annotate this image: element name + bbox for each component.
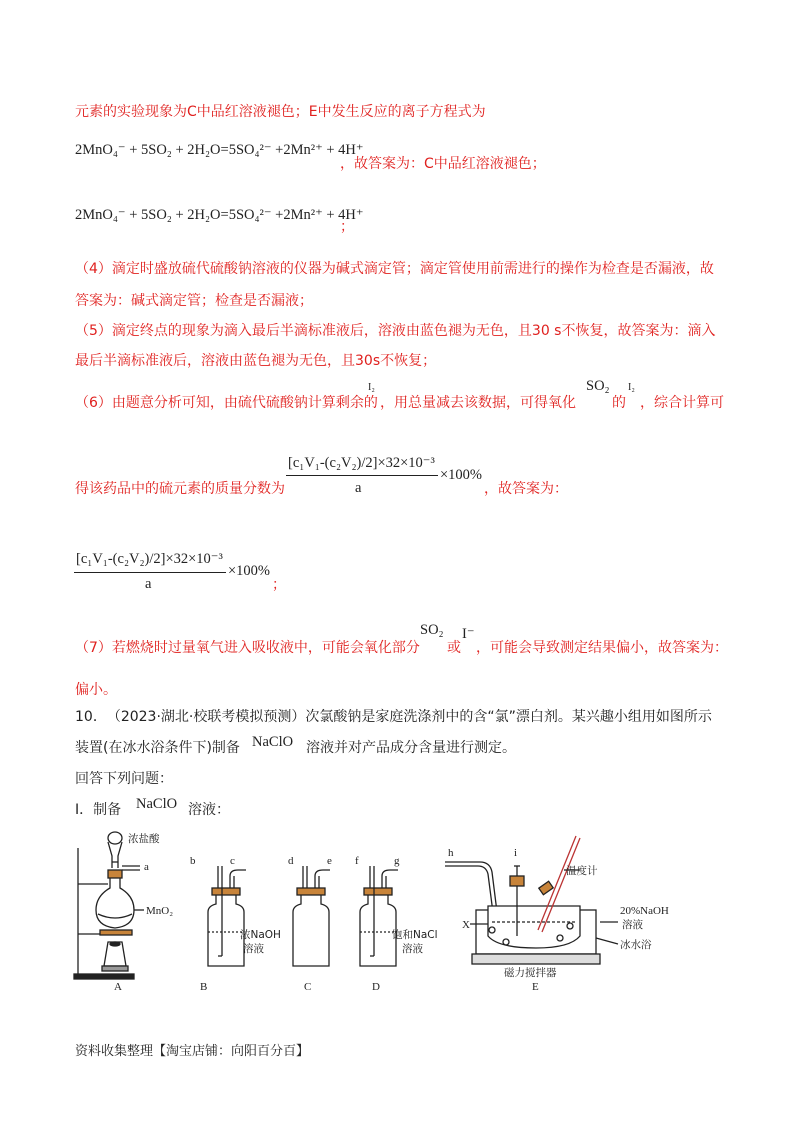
ionic-equation-2: 2MnO₄⁻ + 5SO₂ + 2H₂O=5SO₄²⁻ +2Mn²⁺ + 4H⁺ <box>75 207 364 223</box>
naclo-formula: NaClO <box>252 734 294 750</box>
answer-part-6-de: 的 <box>612 395 626 411</box>
fraction-2-suffix: ； <box>272 577 286 593</box>
fraction-2-bar <box>74 572 226 573</box>
part-1-heading-a: Ⅰ．制备 <box>75 802 122 818</box>
equation-2-suffix: ； <box>340 219 354 235</box>
label-naoh-conc-1: 浓NaOH <box>240 929 281 941</box>
answer-part-6-line-1c: ，综合计算可 <box>640 395 724 411</box>
fraction-1-bar <box>286 475 438 476</box>
so2-symbol-2: SO₂ <box>420 622 444 638</box>
label-B: B <box>200 981 208 993</box>
label-f: f <box>355 855 359 867</box>
answer-part-4-line-2: 答案为：碱式滴定管；检查是否漏液； <box>75 293 313 309</box>
fraction-2-tail: ×100% <box>228 563 271 579</box>
answer-line-1: 元素的实验现象为C中品红溶液褪色；E中发生反应的离子方程式为 <box>75 104 486 120</box>
label-i: i <box>514 847 518 859</box>
question-10-line-3: 回答下列问题： <box>75 771 173 787</box>
label-D: D <box>372 981 380 993</box>
label-A: A <box>114 981 122 993</box>
fraction-1-tail: ×100% <box>440 467 483 483</box>
answer-part-4-line-1: （4）滴定时盛放硫代硫酸钠溶液的仪器为碱式滴定管；滴定管使用前需进行的操作为检查是否漏液，故 <box>75 261 714 277</box>
question-10-line-2a: 装置(在冰水浴条件下)制备 <box>75 740 240 756</box>
answer-part-7-line-1a: （7）若燃烧时过量氧气进入吸收液中，可能会氧化部分 <box>75 640 420 656</box>
iodine-symbol: I₂ <box>368 382 375 393</box>
part-1-heading-b: 溶液： <box>188 802 230 818</box>
answer-part-6-line-2-suffix: ，故答案为： <box>484 481 568 497</box>
label-e: e <box>327 855 332 867</box>
naclo-formula-2: NaClO <box>136 796 178 812</box>
footer-text: 资料收集整理【淘宝店铺：向阳百分百】 <box>75 1044 310 1059</box>
label-E: E <box>532 981 539 993</box>
answer-part-6-line-1b: ，用总量减去该数据，可得氧化 <box>380 395 576 411</box>
apparatus-figure <box>40 826 760 996</box>
label-conc-hcl: 浓盐酸 <box>128 833 160 845</box>
answer-line-2-suffix: ，故答案为：C中品红溶液褪色； <box>340 156 546 172</box>
fraction-2-denominator: a <box>145 576 152 592</box>
label-thermometer: 温度计 <box>566 865 598 877</box>
iodide-symbol: I⁻ <box>462 626 475 642</box>
ionic-equation-1: 2MnO₄⁻ + 5SO₂ + 2H₂O=5SO₄²⁻ +2Mn²⁺ + 4H⁺ <box>75 142 364 158</box>
label-c: c <box>230 855 235 867</box>
label-mno2: MnO₂ <box>146 905 174 917</box>
label-d: d <box>288 855 294 867</box>
label-b: b <box>190 855 196 867</box>
label-naoh20-1: 20%NaOH <box>620 905 669 917</box>
answer-part-6-line-1a: （6）由题意分析可知，由硫代硫酸钠计算剩余的 <box>75 395 378 411</box>
answer-part-5-line-2: 最后半滴标准液后，溶液由蓝色褪为无色，且30s不恢复； <box>75 353 437 369</box>
answer-part-7-line-1b: ，可能会导致测定结果偏小，故答案为： <box>476 640 728 656</box>
answer-part-7-or: 或 <box>447 640 461 656</box>
fraction-1-numerator: [c₁V₁-(c₂V₂)/2]×32×10⁻³ <box>288 455 435 471</box>
label-h: h <box>448 847 454 859</box>
label-naoh20-2: 溶液 <box>622 919 643 931</box>
label-a: a <box>144 861 149 873</box>
label-x: X <box>462 919 470 931</box>
label-naoh-conc-2: 溶液 <box>243 943 264 955</box>
fraction-1-denominator: a <box>355 480 362 496</box>
question-10-line-1: 10． （2023·湖北·校联考模拟预测）次氯酸钠是家庭洗涤剂中的含“氯”漂白剂。某兴趣小组用如图所示 <box>75 709 712 725</box>
question-10-line-2b: 溶液并对产品成分含量进行测定。 <box>306 740 516 756</box>
fraction-2-numerator: [c₁V₁-(c₂V₂)/2]×32×10⁻³ <box>76 551 223 567</box>
so2-symbol: SO₂ <box>586 378 610 394</box>
answer-part-7-line-2: 偏小。 <box>75 682 117 698</box>
label-nacl-1: 饱和NaCl <box>392 929 438 941</box>
label-nacl-2: 溶液 <box>402 943 423 955</box>
label-ice-bath: 冰水浴 <box>620 939 652 951</box>
label-g: g <box>394 855 400 867</box>
label-C: C <box>304 981 312 993</box>
label-stirrer: 磁力搅拌器 <box>504 967 557 979</box>
answer-part-5-line-1: （5）滴定终点的现象为滴入最后半滴标准液后，溶液由蓝色褪为无色，且30 s不恢复，故答案为：滴入 <box>75 323 716 339</box>
answer-part-6-line-2: 得该药品中的硫元素的质量分数为 <box>75 481 285 497</box>
iodine-symbol-2: I₂ <box>628 382 635 393</box>
